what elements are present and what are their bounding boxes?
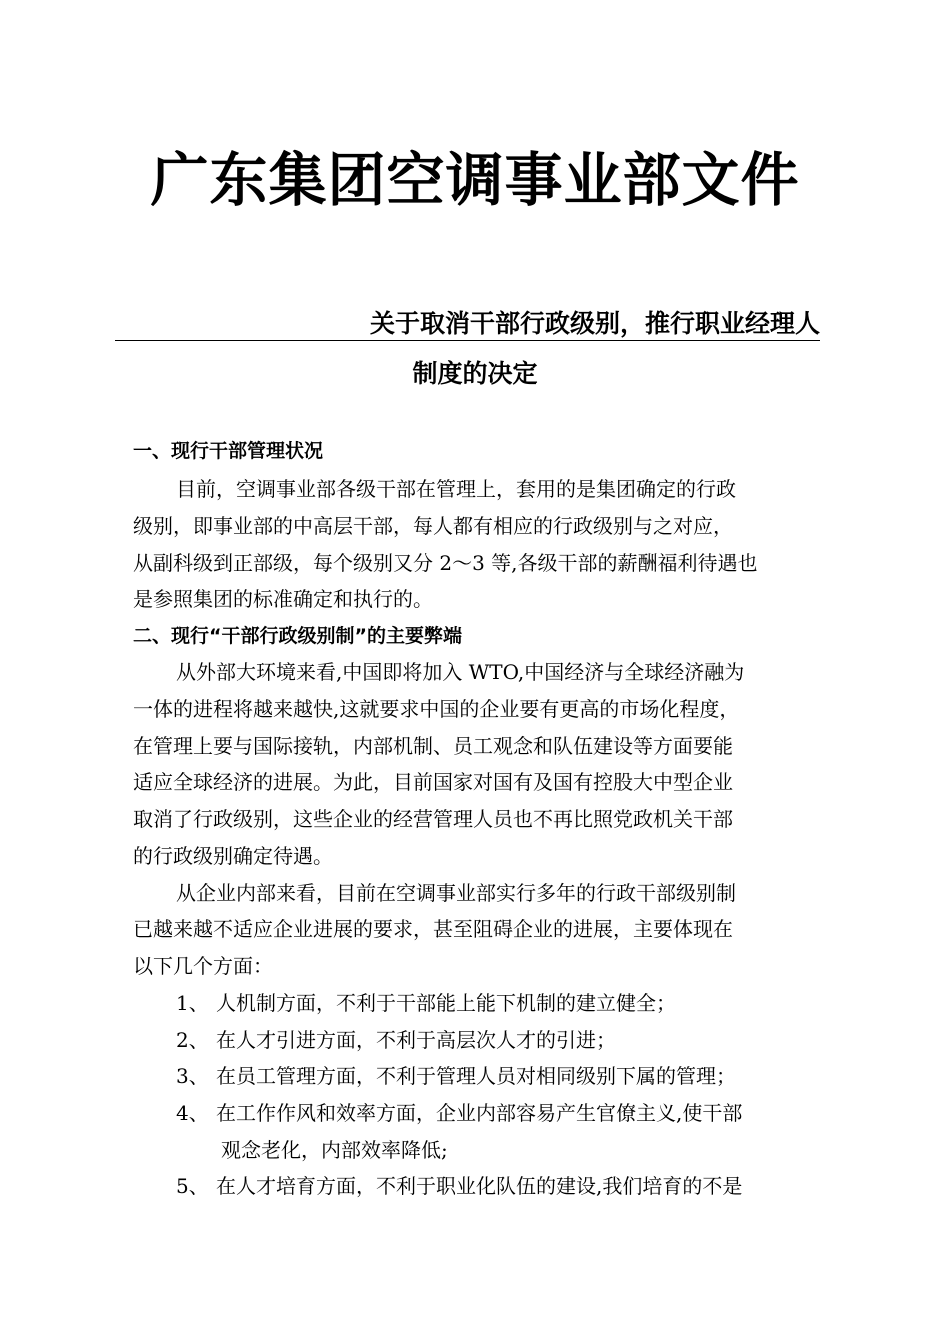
section2-para1-line: 在管理上要与国际接轨，内部机制、员工观念和队伍建设等方面要能 xyxy=(133,734,733,758)
section1-line: 从副科级到正部级，每个级别又分 2～3 等,各级干部的薪酬福利待遇也 xyxy=(133,551,758,575)
document-title: 广东集团空调事业部文件 xyxy=(150,146,800,214)
list-item-3 xyxy=(176,1062,823,1090)
list-item-4-continuation: 观念老化，内部效率降低; xyxy=(221,1138,448,1162)
section1-line: 级别，即事业部的中高层干部，每人都有相应的行政级别与之对应， xyxy=(133,514,733,538)
section2-para2-line: 以下几个方面： xyxy=(133,954,273,978)
list-text: 在工作作风和效率方面，企业内部容易产生官僚主义,使干部 xyxy=(216,1101,743,1125)
list-text: 在员工管理方面，不利于管理人员对相同级别下属的管理； xyxy=(216,1064,736,1088)
section2-para1-line: 取消了行政级别，这些企业的经营管理人员也不再比照党政机关干部 xyxy=(133,807,733,831)
subject-title-line1: 关于取消干部行政级别，推行职业经理人 xyxy=(115,308,820,341)
section2-para1-line: 从外部大环境来看,中国即将加入 WTO,中国经济与全球经济融为 xyxy=(176,660,745,684)
list-item-5 xyxy=(176,1172,823,1200)
section2-para1-line: 适应全球经济的进展。为此，目前国家对国有及国有控股大中型企业 xyxy=(133,770,733,794)
section2-para1-line: 的行政级别确定待遇。 xyxy=(133,844,333,868)
section2-para2-line: 已越来越不适应企业进展的要求，甚至阻碍企业的进展，主要体现在 xyxy=(133,917,733,941)
list-item-4 xyxy=(176,1099,823,1127)
list-number: 4、 xyxy=(176,1101,209,1125)
list-text: 在人才培育方面，不利于职业化队伍的建设,我们培育的不是 xyxy=(216,1174,743,1198)
list-number: 3、 xyxy=(176,1064,209,1088)
section2-para2-line: 从企业内部来看，目前在空调事业部实行多年的行政干部级别制 xyxy=(176,881,736,905)
list-number: 1、 xyxy=(176,991,209,1015)
list-item-1 xyxy=(176,989,823,1017)
section2-heading: 二、现行“干部行政级别制”的主要弊端 xyxy=(133,625,462,647)
list-number: 5、 xyxy=(176,1174,209,1198)
section2-para1-line: 一体的进程将越来越快,这就要求中国的企业要有更高的市场化程度， xyxy=(133,697,740,721)
section1-line: 目前，空调事业部各级干部在管理上，套用的是集团确定的行政 xyxy=(176,477,736,501)
subject-title-line2: 制度的决定 xyxy=(412,359,538,388)
section1-heading: 一、现行干部管理状况 xyxy=(133,440,324,462)
section1-line: 是参照集团的标准确定和执行的。 xyxy=(133,587,433,611)
list-text: 人机制方面，不利于干部能上能下机制的建立健全； xyxy=(216,991,676,1015)
list-number: 2、 xyxy=(176,1028,209,1052)
list-text: 在人才引进方面，不利于高层次人才的引进； xyxy=(216,1028,616,1052)
list-item-2 xyxy=(176,1026,823,1054)
